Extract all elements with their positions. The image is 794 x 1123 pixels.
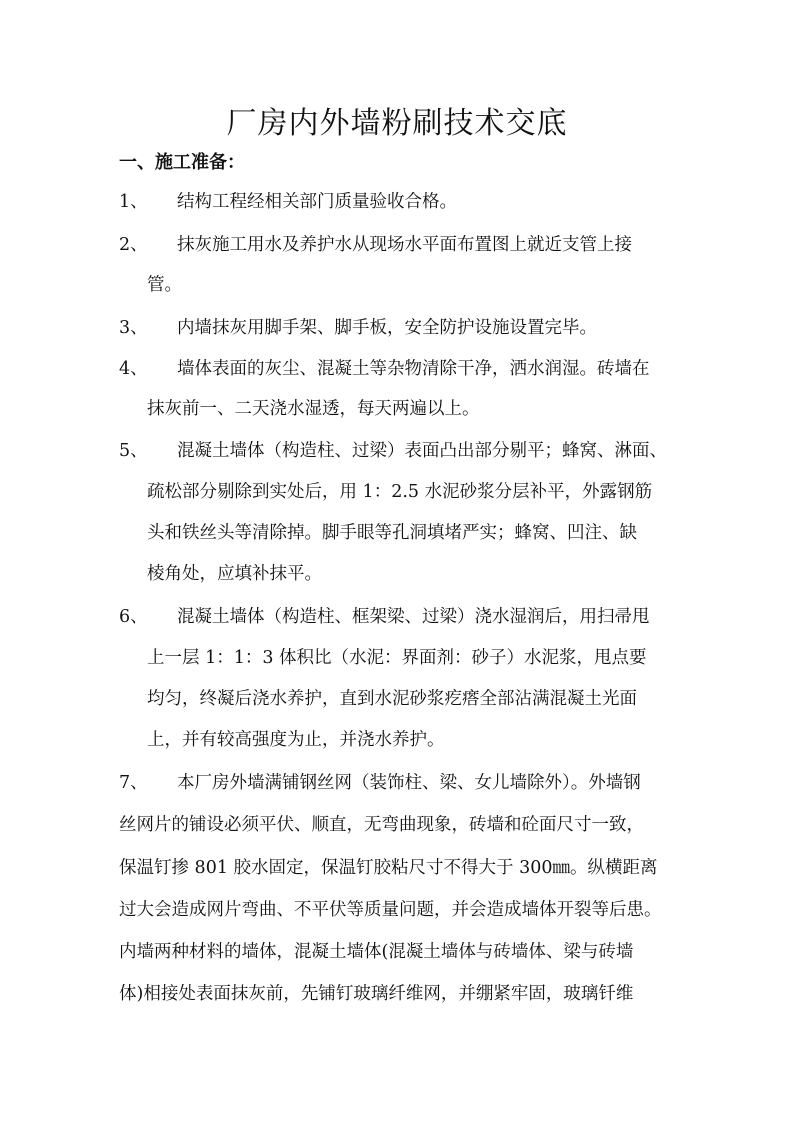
item-number: 6、 — [119, 607, 148, 627]
item-text-line: 头和铁丝头等清除掉。脚手眼等孔洞填堵严实；蜂窝、凹注、缺 — [147, 523, 637, 543]
item-text-line: 结构工程经相关部门质量验收合格。 — [177, 192, 457, 212]
item-text-line: 混凝土墙体（构造柱、框架梁、过梁）浇水湿润后，用扫帚甩 — [177, 607, 650, 627]
item-text-line: 混凝土墙体（构造柱、过梁）表面凸出部分剔平；蜂窝、淋面、 — [177, 441, 667, 461]
item-text-line: 抹灰前一、二天浇水湿透，每天两遍以上。 — [147, 399, 480, 419]
item-number: 7、 — [119, 773, 148, 793]
item-text-line: 内墙两种材料的墙体，混凝土墙体(混凝土墙体与砖墙体、梁与砖墙 — [119, 942, 634, 962]
item-text-line: 本厂房外墙满铺钢丝网（装饰柱、梁、女儿墙除外）。外墙钢 — [177, 773, 641, 793]
item-number: 3、 — [119, 318, 148, 338]
item-number: 1、 — [119, 192, 148, 212]
item-text-line: 保温钉掺 801 胶水固定，保温钉胶粘尺寸不得大于 300㎜。纵横距离 — [119, 858, 658, 878]
item-text-line: 上，并有较高强度为止，并浇水养护。 — [147, 730, 445, 750]
item-text-line: 上一层 1：1：3 体积比（水泥：界面剂：砂子）水泥浆，甩点要 — [147, 648, 647, 668]
item-text-line: 疏松部分剔除到实处后，用 1：2.5 水泥砂浆分层补平，外露钢筋 — [147, 482, 653, 502]
item-text-line: 棱角处，应填补抹平。 — [147, 564, 322, 584]
item-text-line: 过大会造成网片弯曲、不平伏等质量问题，并会造成墙体开裂等后患。 — [119, 900, 662, 920]
item-text-line: 均匀，终凝后浇水养护，直到水泥砂浆疙瘩全部沾满混凝土光面 — [147, 689, 637, 709]
section-heading: 一、施工准备： — [119, 152, 245, 173]
item-text-line: 体)相接处表面抹灰前，先铺钉玻璃纤维网，并绷紧牢固，玻璃钎维 — [119, 984, 634, 1004]
item-number: 5、 — [119, 441, 148, 461]
item-number: 4、 — [119, 359, 148, 379]
item-text-line: 管。 — [147, 275, 182, 295]
item-text-line: 墙体表面的灰尘、混凝土等杂物清除干净，洒水润湿。砖墙在 — [177, 359, 650, 379]
item-text-line: 抹灰施工用水及养护水从现场水平面布置图上就近支管上接 — [177, 235, 632, 255]
item-text-line: 丝网片的铺设必须平伏、顺直，无弯曲现象，砖墙和砼面尺寸一致， — [119, 815, 644, 835]
item-text-line: 内墙抹灰用脚手架、脚手板，安全防护设施设置完毕。 — [177, 318, 597, 338]
item-number: 2、 — [119, 235, 148, 255]
document-title: 厂房内外墙粉刷技术交底 — [226, 106, 568, 141]
